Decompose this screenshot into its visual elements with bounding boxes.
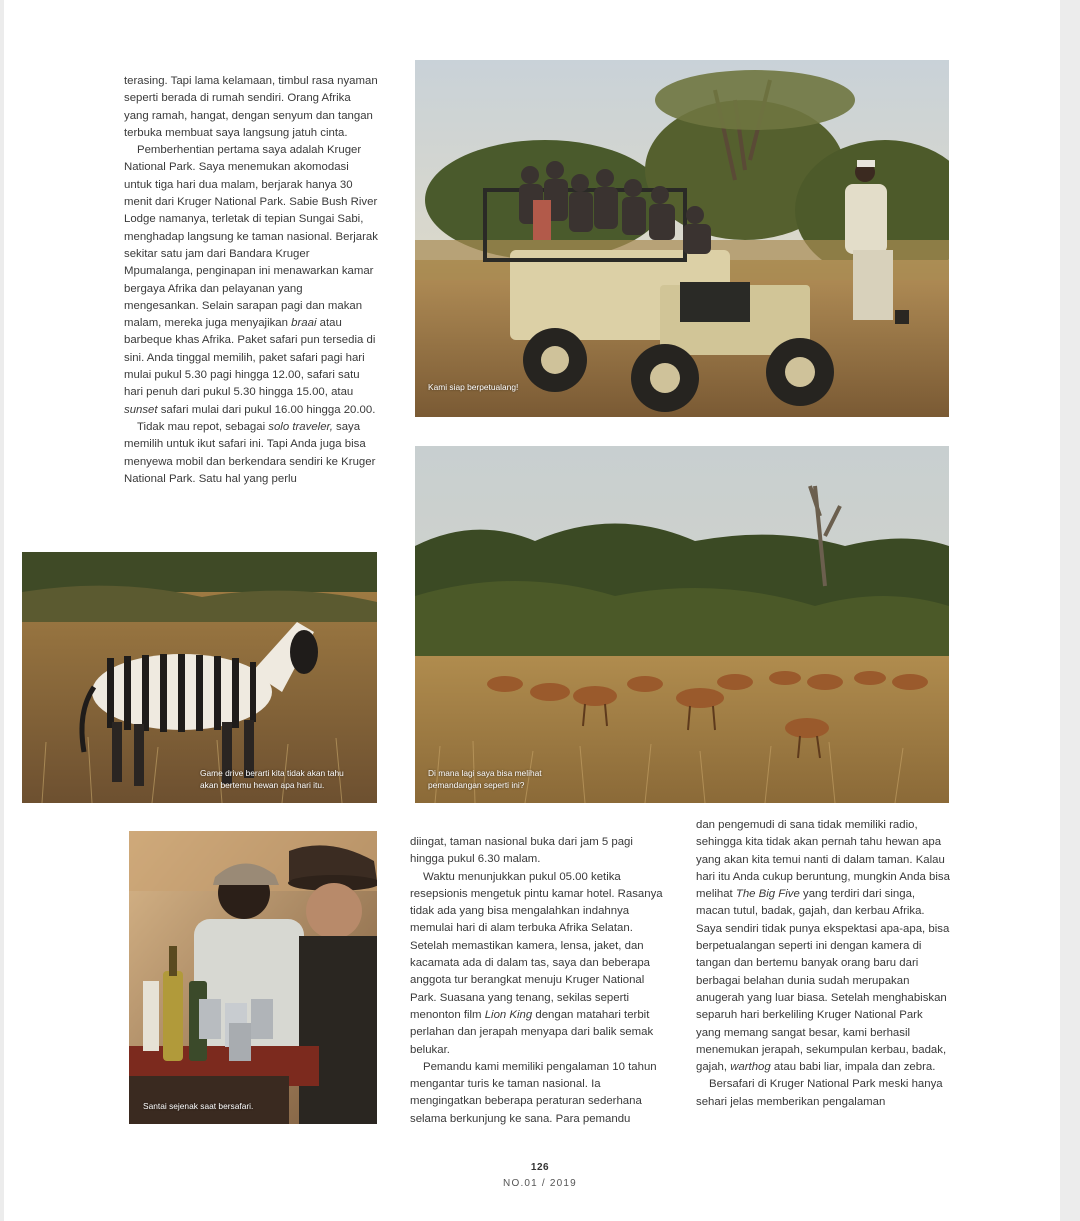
photo-caption: Santai sejenak saat bersafari.: [143, 1101, 254, 1111]
photo-caption: Di mana lagi saya bisa melihat pemandangan seperti ini?: [428, 768, 542, 790]
paragraph: Waktu menunjukkan pukul 05.00 ketika resepsionis mengetuk pintu kamar hotel. Rasanya tidak ada yang bisa mengalahkan indahnya memulai hari di alam terbuka Afrika Selatan. Setelah memastikan kamera, lensa, jaket, dan kacamata ada di dalam tas, saya dan beberapa anggota tur berangkat menuju Kruger National Park. Suasana yang tenang, sekilas seperti menonton film Lion King dengan matahari terbit perlahan dan jerapah menyapa dari balik semak belukar.: [410, 870, 663, 1056]
paragraph: diingat, taman nasional buka dari jam 5 pagi hingga pukul 6.30 malam.: [410, 836, 633, 866]
page-number: 126: [530, 1162, 550, 1173]
article-column-1: [124, 73, 378, 488]
photo-caption: Kami siap berpetualang!: [428, 382, 519, 392]
safari-drinks-photo: [129, 831, 377, 1124]
article-column-3: [696, 817, 950, 1111]
paragraph: dan pengemudi di sana tidak memiliki radio, sehingga kita tidak akan pernah tahu hewan apa yang akan kita temui nanti di dalam taman. Kalau hari itu Anda cukup beruntung, mungkin Anda bisa melihat The Big Five yang terdiri dari singa, macan tutul, badak, gajah, dan kerbau Afrika. Saya sendiri tidak punya ekspektasi apa-apa, bisa berpetualangan seperti ini dengan kamera di tangan dan bertemu banyak orang baru dari berbagai belahan dunia sudah merupakan anugerah yang luar biasa. Setelah menghabiskan separuh hari berkeliling Kruger National Park yang memang sangat besar, kami berhasil menemukan jerapah, sekumpulan kerbau, badak, gajah, warthog atau babi liar, impala dan zebra.: [696, 819, 950, 1074]
photo-caption: Game drive berarti kita tidak akan tahu akan bertemu hewan apa hari itu.: [200, 768, 344, 790]
paragraph: Pemandu kami memiliki pengalaman 10 tahun mengantar turis ke taman nasional. Ia mengingatkan beberapa peraturan sederhana selama berkunjung ke sana. Para pemandu: [410, 1060, 657, 1125]
paragraph: Pemberhentian pertama saya adalah Kruger National Park. Saya menemukan akomodasi untuk tiga hari dua malam, berjarak hanya 30 menit dari Kruger National Park. Sabie Bush River Lodge namanya, terletak di tepian Sungai Sabi, menghadap langsung ke taman nasional. Berjarak sekitar satu jam dari Bandara Kruger Mpumalanga, penginapan ini menawarkan kamar bergaya Afrika dan pelayanan yang mengesankan. Selain sarapan pagi dan makan malam, mereka juga menyajikan braai atau barbeque khas Afrika. Paket safari pun tersedia di sini. Anda tinggal memilih, paket safari pagi hari mulai pukul 5.30 pagi hingga 12.00, safari satu hari penuh dari pukul 5.30 hingga 15.00, atau sunset safari mulai dari pukul 16.00 hingga 20.00.: [124, 144, 378, 416]
safari-jeep-photo: [415, 60, 949, 417]
issue-label: NO.01 / 2019: [503, 1178, 577, 1189]
impala-herd-photo: [415, 446, 949, 803]
article-column-2: [410, 834, 664, 1128]
paragraph: Bersafari di Kruger National Park meski hanya sehari jelas memberikan pengalaman: [696, 1078, 943, 1108]
paragraph: Tidak mau repot, sebagai solo traveler, saya memilih untuk ikut safari ini. Tapi Anda juga bisa menyewa mobil dan berkendara sendiri ke Kruger National Park. Satu hal yang perlu: [124, 420, 376, 485]
paragraph: terasing. Tapi lama kelamaan, timbul rasa nyaman seperti berada di rumah sendiri. Orang Afrika yang ramah, hangat, dengan senyum dan tangan terbuka membuat saya langsung jatuh cinta.: [124, 75, 378, 139]
zebra-photo: [22, 552, 377, 803]
